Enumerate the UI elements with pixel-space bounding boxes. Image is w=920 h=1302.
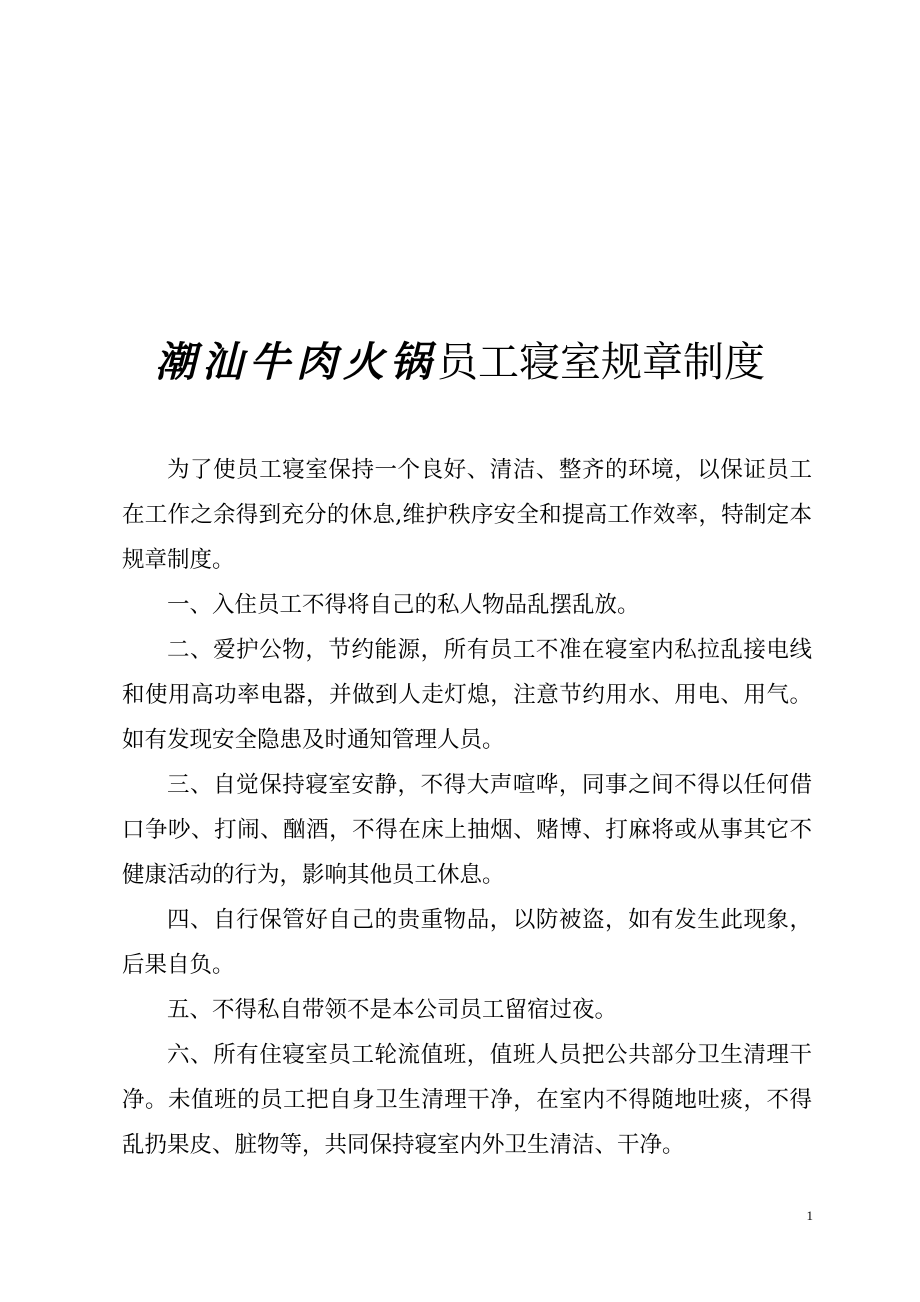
intro-paragraph: 为了使员工寝室保持一个良好、清洁、整齐的环境，以保证员工在工作之余得到充分的休息,维护秩序安全和提高工作效率，特制定本规章制度。 (122, 457, 812, 573)
page-number: 1 (806, 1208, 813, 1223)
title-brand: 潮汕牛肉火锅 (155, 338, 437, 386)
document-body (122, 448, 812, 1168)
rule-paragraph-1: 一、入住员工不得将自己的私人物品乱摆乱放。 (167, 592, 640, 618)
title-subject: 员工寝室规章制度 (437, 338, 765, 386)
rule-paragraph-5: 五、不得私自带领不是本公司员工留宿过夜。 (167, 997, 618, 1023)
rule-paragraph-4: 四、自行保管好自己的贵重物品，以防被盗，如有发生此现象，后果自负。 (122, 907, 812, 978)
rule-paragraph-3: 三、自觉保持寝室安静，不得大声喧哗，同事之间不得以任何借口争吵、打闹、酗酒，不得在床上抽烟、赌博、打麻将或从事其它不健康活动的行为，影响其他员工休息。 (122, 772, 812, 888)
rule-paragraph-6: 六、所有住寝室员工轮流值班，值班人员把公共部分卫生清理干净。未值班的员工把自身卫生清理干净，在室内不得随地吐痰，不得乱扔果皮、脏物等，共同保持寝室内外卫生清洁、干净。 (122, 1042, 812, 1158)
rule-paragraph-2: 二、爱护公物，节约能源，所有员工不准在寝室内私拉乱接电线和使用高功率电器，并做到人走灯熄，注意节约用水、用电、用气。如有发现安全隐患及时通知管理人员。 (122, 637, 812, 753)
page-title (0, 330, 920, 394)
